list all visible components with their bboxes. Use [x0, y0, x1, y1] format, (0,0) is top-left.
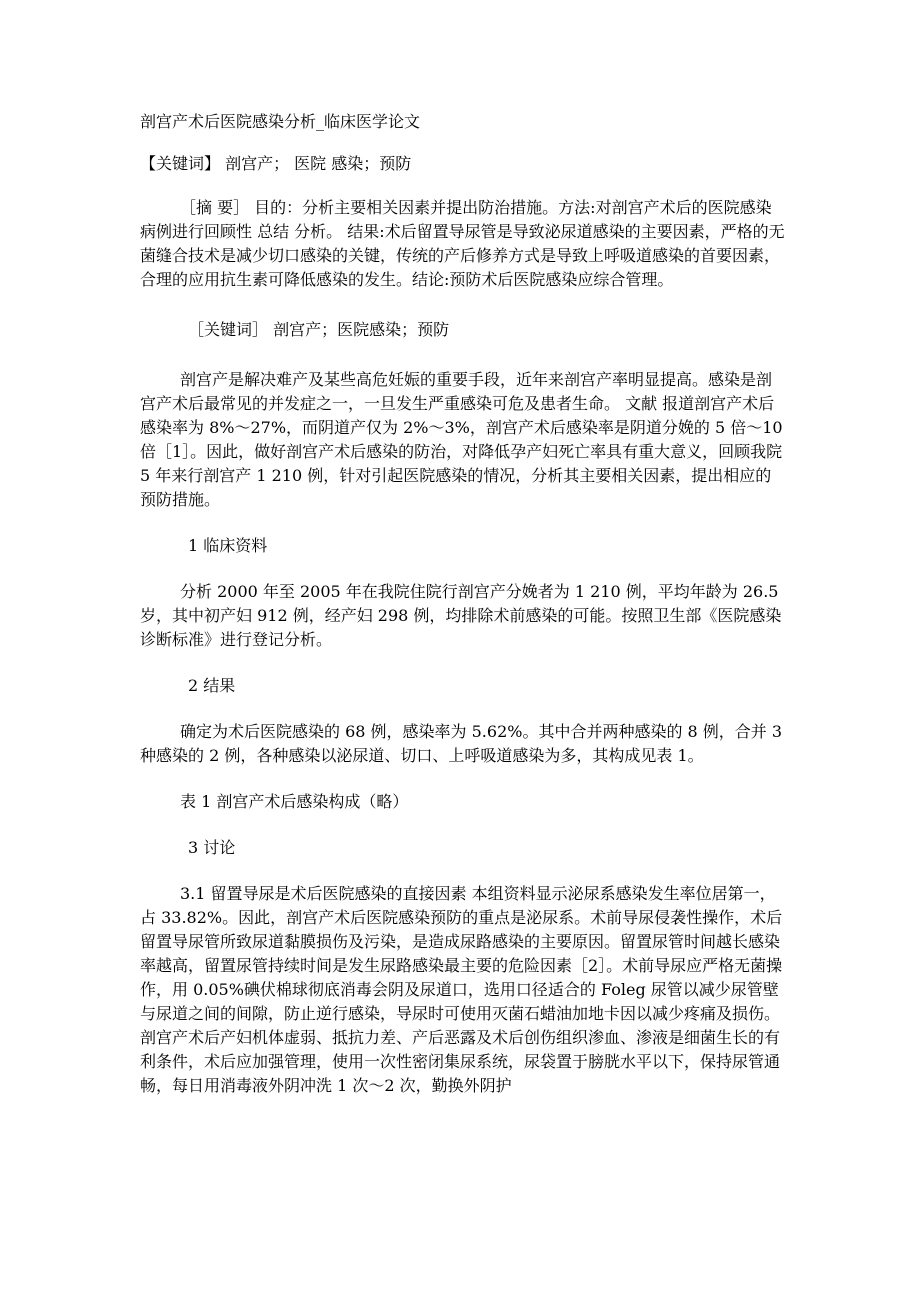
document-page [140, 110, 785, 1098]
section3-heading: 3 讨论 [188, 838, 236, 857]
section3-body: 3.1 留置导尿是术后医院感染的直接因素 本组资料显示泌尿系感染发生率位居第一，占 33.82%。因此，剖宫产术后医院感染预防的重点是泌尿系。术前导尿侵袭性操作，术后留置导尿管所致尿道黏膜损伤及污染，是造成尿路感染的主要原因。留置尿管时间越长感染率越高，留置尿管持续时间是发生尿路感染最主要的危险因素［2］。术前导尿应严格无菌操作，用 0.05%碘伏棉球彻底消毒会阴及尿道口，选用口径适合的 Foleg 尿管以减少尿管壁与尿道之间的间隙，防止逆行感染，导尿时可使用灭菌石蜡油加地卡因以减少疼痛及损伤。剖宫产术后产妇机体虚弱、抵抗力差、产后恶露及术后创伤组织渗血、渗液是细菌生长的有利条件，术后应加强管理，使用一次性密闭集尿系统，尿袋置于膀胱水平以下，保持尿管通畅，每日用消毒液外阴冲洗 1 次～2 次，勤换外阴护 [140, 884, 783, 1095]
intro-paragraph: 剖宫产是解决难产及某些高危妊娠的重要手段，近年来剖宫产率明显提高。感染是剖宫产术后最常见的并发症之一，一旦发生严重感染可危及患者生命。 文献 报道剖宫产术后感染率为 8%～27%，而阴道产仅为 2%～3%，剖宫产术后感染率是阴道分娩的 5 倍～10 倍［1］。因此，做好剖宫产术后感染的防治，对降低孕产妇死亡率具有重大意义，回顾我院 5 年来行剖宫产 1 210 例，针对引起医院感染的情况，分析其主要相关因素，提出相应的预防措施。 [140, 370, 783, 509]
table-caption: 表 1 剖宫产术后感染构成（略） [180, 792, 409, 811]
abstract-paragraph: ［摘 要］ 目的：分析主要相关因素并提出防治措施。方法:对剖宫产术后的医院感染病例进行回顾性 总结 分析。 结果:术后留置导尿管是导致泌尿道感染的主要因素，严格的无菌缝合技术是减少切口感染的关键，传统的产后修养方式是导致上呼吸道感染的首要因素，合理的应用抗生素可降低感染的发生。结论:预防术后医院感染应综合管理。 [140, 198, 785, 289]
document-title: 剖宫产术后医院感染分析_临床医学论文 [140, 112, 421, 131]
section1-heading: 1 临床资料 [188, 536, 268, 555]
section2-body: 确定为术后医院感染的 68 例，感染率为 5.62%。其中合并两种感染的 8 例，合并 3 种感染的 2 例，各种感染以泌尿道、切口、上呼吸道感染为多，其构成见表 1。 [140, 722, 783, 765]
keywords-top: 【关键词】 剖宫产； 医院 感染；预防 [140, 154, 412, 173]
keywords-secondary: ［关键词］ 剖宫产；医院感染；预防 [188, 320, 450, 339]
section1-body: 分析 2000 年至 2005 年在我院住院行剖宫产分娩者为 1 210 例，平均年龄为 26.5 岁，其中初产妇 912 例，经产妇 298 例，均排除术前感染的可能。按照卫生部《医院感染诊断标准》进行登记分析。 [140, 582, 782, 649]
section2-heading: 2 结果 [188, 676, 236, 695]
